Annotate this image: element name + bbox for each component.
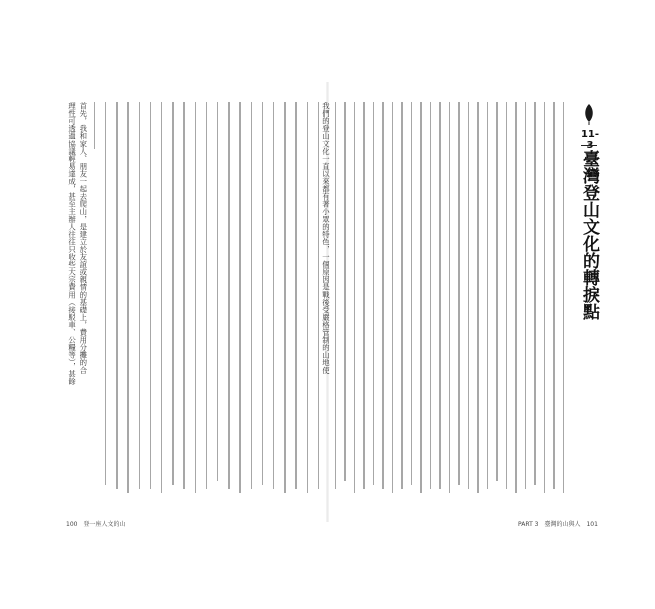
section-heading: [577, 103, 601, 403]
text-column: [531, 102, 540, 485]
column-text: 我們的登山文化一直以來都有著小眾的特色，一個原因是戰後受嚴格管制的山地使: [321, 102, 331, 374]
text-column: [521, 102, 530, 489]
text-column: [512, 102, 521, 493]
unreadable-text-line: [553, 102, 555, 489]
text-column: [213, 102, 222, 481]
unreadable-text-line: [307, 102, 309, 493]
unreadable-text-line: [335, 102, 337, 489]
text-column: [101, 102, 110, 485]
right-footer: [518, 519, 598, 528]
text-column: [180, 102, 189, 489]
unreadable-text-line: [273, 102, 275, 489]
unreadable-text-line: [468, 102, 470, 489]
unreadable-text-line: [183, 102, 185, 489]
text-column: [407, 102, 416, 485]
text-column: [68, 102, 77, 385]
text-column: [146, 102, 155, 489]
text-column: [224, 102, 233, 489]
unreadable-text-line: [382, 102, 384, 489]
unreadable-text-line: [172, 102, 174, 485]
unreadable-text-line: [105, 102, 107, 485]
text-column: [493, 102, 502, 481]
text-column: [417, 102, 426, 493]
unreadable-text-line: [344, 102, 346, 481]
text-column: [550, 102, 559, 489]
text-column: [322, 102, 331, 374]
leaf-icon: [582, 103, 596, 125]
text-column: [350, 102, 359, 493]
unreadable-text-line: [544, 102, 546, 493]
text-column: [247, 102, 256, 489]
text-column: [502, 102, 511, 489]
unreadable-text-line: [487, 102, 489, 489]
unreadable-text-line: [206, 102, 208, 489]
right-page: [321, 102, 597, 506]
right-folio: 101: [586, 521, 598, 528]
text-column: [157, 102, 166, 493]
unreadable-text-line: [354, 102, 356, 493]
text-column: [202, 102, 211, 489]
text-column: [360, 102, 369, 489]
unreadable-text-line: [401, 102, 403, 489]
heading-rule: [581, 145, 597, 146]
text-column: [426, 102, 435, 489]
unreadable-text-line: [439, 102, 441, 489]
unreadable-text-line: [534, 102, 536, 485]
text-column: [331, 102, 340, 489]
text-column: [436, 102, 445, 489]
unreadable-text-line: [458, 102, 460, 485]
text-column: [269, 102, 278, 489]
text-column: [379, 102, 388, 489]
text-column: [559, 102, 568, 493]
unreadable-text-line: [515, 102, 517, 493]
text-column: [191, 102, 200, 493]
unreadable-text-line: [228, 102, 230, 489]
section-number: 11-: [580, 129, 600, 140]
text-column: [341, 102, 350, 481]
unreadable-text-line: [116, 102, 118, 489]
text-column: [483, 102, 492, 489]
text-column: [292, 102, 301, 489]
unreadable-text-line: [420, 102, 422, 493]
unreadable-text-line: [496, 102, 498, 481]
left-folio: 100: [66, 521, 78, 528]
unreadable-text-line: [506, 102, 508, 489]
unreadable-text-line: [139, 102, 141, 489]
unreadable-text-line: [392, 102, 394, 493]
text-column: [112, 102, 121, 489]
text-column: [540, 102, 549, 493]
unreadable-text-line: [430, 102, 432, 489]
left-page: [66, 102, 324, 506]
unreadable-text-line: [239, 102, 241, 493]
column-text: 首先，我和家人、朋友一起去爬山，是建立於友誼或親情的基礎上，費用分攤的合: [78, 102, 88, 374]
unreadable-text-line: [411, 102, 413, 485]
unreadable-text-line: [373, 102, 375, 485]
right-running-head: 臺灣的山與人: [544, 521, 581, 528]
unreadable-text-line: [262, 102, 264, 485]
text-column: [124, 102, 133, 493]
unreadable-text-line: [127, 102, 129, 493]
text-column: [79, 102, 88, 374]
unreadable-text-line: [295, 102, 297, 489]
text-column: [455, 102, 464, 485]
text-column: [168, 102, 177, 485]
left-footer: [66, 519, 125, 528]
text-column: [135, 102, 144, 489]
unreadable-text-line: [217, 102, 219, 481]
unreadable-text-line: [363, 102, 365, 489]
unreadable-text-line: [251, 102, 253, 489]
unreadable-text-line: [150, 102, 152, 489]
unreadable-text-line: [563, 102, 565, 493]
text-column: [464, 102, 473, 489]
text-column: [445, 102, 454, 493]
text-column: [398, 102, 407, 489]
unreadable-text-line: [195, 102, 197, 493]
unreadable-text-line: [449, 102, 451, 493]
unreadable-text-line: [525, 102, 527, 489]
part-label: PART 3: [518, 521, 539, 528]
unreadable-text-line: [94, 102, 96, 149]
text-column: [388, 102, 397, 493]
text-column: [258, 102, 267, 485]
text-column: [303, 102, 312, 493]
unreadable-text-line: [161, 102, 163, 493]
text-column: [236, 102, 245, 493]
text-column: [474, 102, 483, 493]
text-column: [280, 102, 289, 493]
column-text: 理性可透過協議輕易達成，甚至主辦人往往只收些大宗費用（接駁車、公糧等），甚餘: [67, 102, 77, 386]
unreadable-text-line: [477, 102, 479, 493]
text-column: [369, 102, 378, 485]
text-column: [90, 102, 99, 149]
unreadable-text-line: [284, 102, 286, 493]
section-title: 臺灣登山文化的轉捩點: [579, 150, 599, 320]
unreadable-text-line: [318, 102, 320, 489]
left-running-head: 登一座人文的山: [83, 521, 126, 528]
